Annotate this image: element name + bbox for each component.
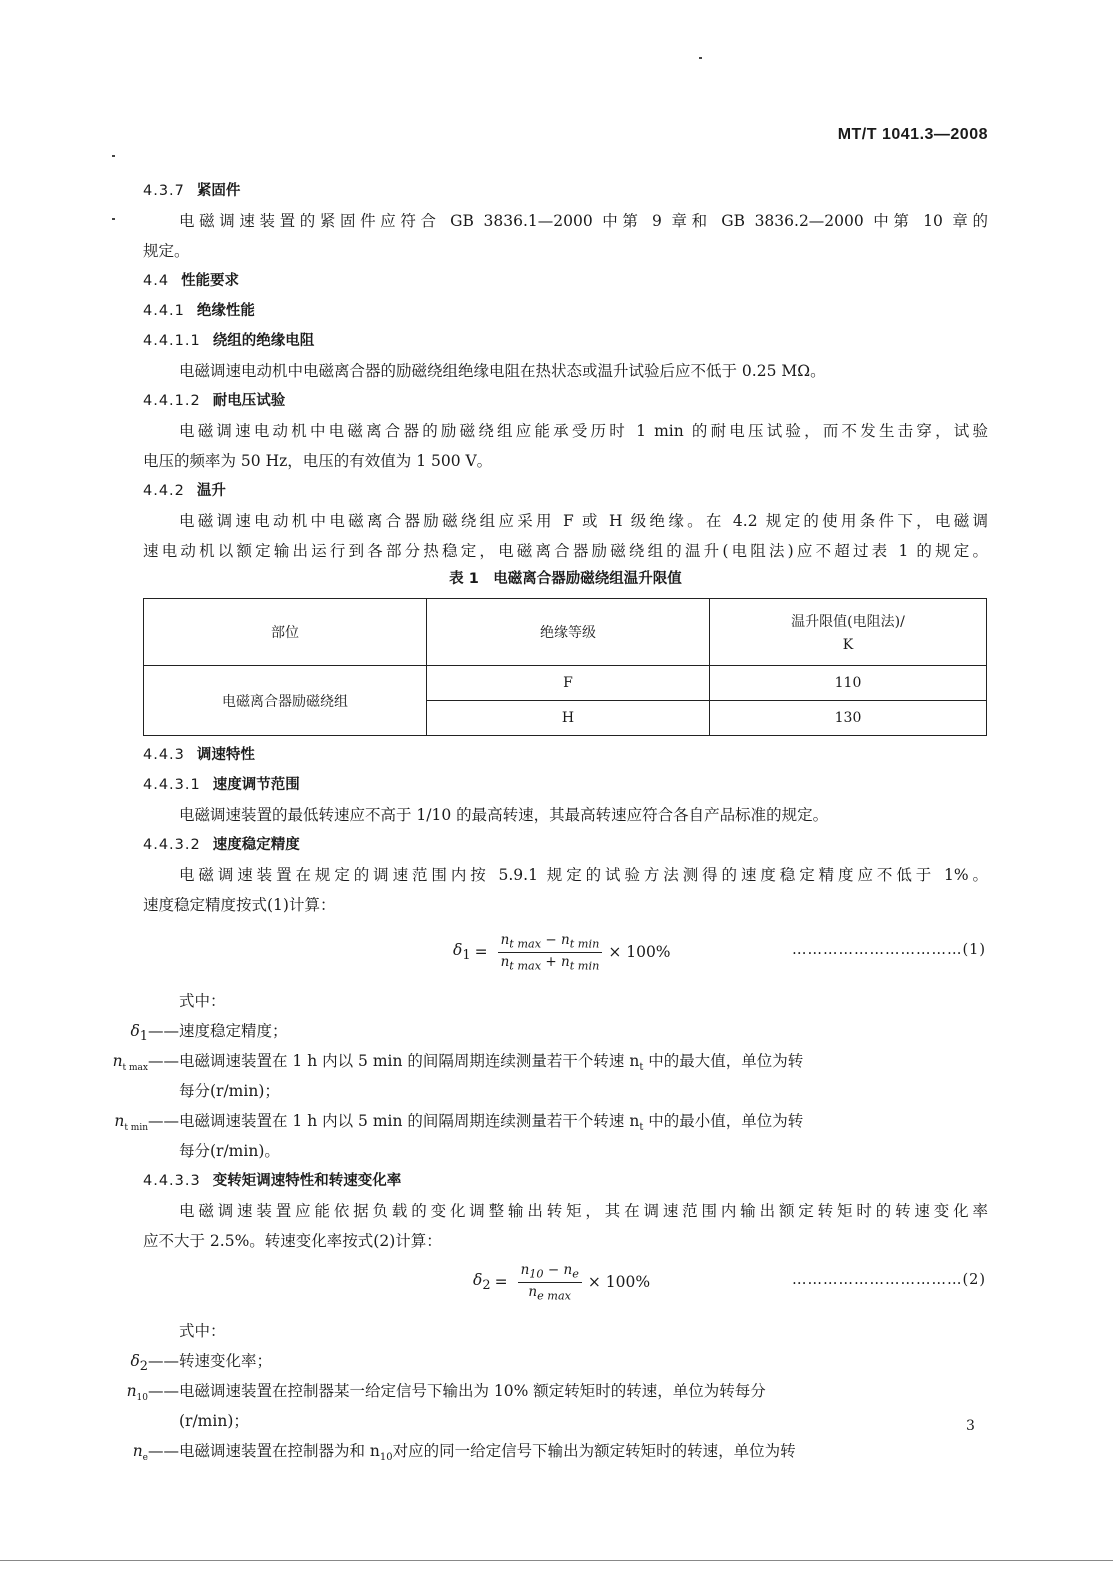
cell-limit: 110: [710, 666, 987, 701]
formula-lhs: $\delta_1$: [453, 941, 471, 964]
fraction-numerator: $n_{t max} - n_{t min}$: [498, 932, 603, 953]
section-number: 4.4.3.3: [143, 1173, 201, 1189]
symbol-description: 转速变化率；: [179, 1352, 273, 1370]
where-label: 式中：: [179, 992, 226, 1010]
section-heading-4-4-1: [143, 296, 988, 326]
header-cell-temp-rise: [710, 599, 987, 666]
page-content: [112, 176, 988, 1466]
paragraph-line: 电磁调速装置在规定的调速范围内按 5.9.1 规定的试验方法测得的速度稳定精度应不低于 1%。: [179, 866, 988, 884]
symbol-description-continued: 每分(r/min)。: [179, 1142, 280, 1160]
header-cell-insulation-class: 绝缘等级: [427, 599, 710, 666]
fraction: [518, 1262, 582, 1302]
symbol-description: 速度稳定精度；: [179, 1022, 288, 1040]
section-number: 4.4.3: [143, 747, 185, 763]
symbol-definition: [83, 1016, 988, 1046]
section-title: 紧固件: [196, 183, 241, 199]
table-caption: 表 1 电磁离合器励磁绕组温升限值: [449, 571, 682, 587]
where-label: 式中：: [179, 1322, 226, 1340]
cell-limit: 130: [710, 701, 987, 736]
section-heading-4-4-3-3: [143, 1166, 988, 1196]
section-title: 变转矩调速特性和转速变化率: [212, 1173, 402, 1189]
symbol-definition: [83, 1046, 988, 1076]
paragraph-line: 速电动机以额定输出运行到各部分热稳定，电磁离合器励磁绕组的温升(电阻法)应不超过表 1 的规定。: [143, 542, 988, 560]
formula-1-expression: [453, 932, 671, 972]
section-number: 4.4.3.1: [143, 777, 201, 793]
page-number: 3: [966, 1418, 975, 1434]
symbol-definition: [83, 1376, 988, 1406]
fraction-denominator: $n_{t max} + n_{t min}$: [500, 953, 600, 973]
formula-2: [143, 1258, 988, 1306]
section-number: 4.4.1.2: [143, 393, 201, 409]
symbol: $\delta_1——$: [130, 1022, 179, 1045]
symbol-definition: [83, 1106, 988, 1136]
section-heading-4-4: [143, 266, 988, 296]
paragraph-line: 电压的频率为 50 Hz，电压的有效值为 1 500 V。: [143, 452, 493, 470]
header-temp-rise-line2: K: [842, 637, 854, 653]
section-heading-4-4-3-2: [143, 830, 988, 860]
fraction-numerator: $n_{10} - n_e$: [518, 1262, 582, 1283]
paragraph-line: 电磁调速装置的最低转速应不高于 1/10 的最高转速，其最高转速应符合各自产品标准的规定。: [179, 806, 829, 824]
section-title: 性能要求: [181, 273, 240, 289]
section-heading-4-4-1-1: [143, 326, 988, 356]
symbol-description: 电磁调速装置在控制器为和 $n_{10}$对应的同一给定信号下输出为额定转矩时的转速，单位为转: [179, 1442, 796, 1464]
formula-1: [143, 928, 988, 976]
paragraph-line: 规定。: [143, 242, 190, 260]
scan-speck: [699, 57, 702, 59]
paragraph-line: 电磁调速电动机中电磁离合器的励磁绕组应能承受历时 1 min 的耐电压试验，而不发生击穿，试验: [179, 422, 988, 440]
section-heading-4-4-3-1: [143, 770, 988, 800]
standard-code: MT/T 1041.3—2008: [837, 126, 988, 143]
section-heading-4-4-1-2: [143, 386, 988, 416]
section-number: 4.4: [143, 273, 170, 289]
symbol-definition: [83, 1346, 988, 1376]
header-cell-part: 部位: [144, 599, 427, 666]
section-heading-4-3-7: [143, 176, 988, 206]
symbol: $\delta_2——$: [130, 1352, 179, 1375]
section-title: 耐电压试验: [212, 393, 286, 409]
paragraph-line: 速度稳定精度按式(1)计算：: [143, 896, 336, 914]
section-title: 调速特性: [196, 747, 255, 763]
section-number: 4.4.3.2: [143, 837, 201, 853]
symbol: $n_{t min}——$: [114, 1112, 179, 1134]
equation-number: ……………………………(2): [791, 1272, 986, 1288]
table-header-row: [144, 599, 987, 666]
section-title: 绕组的绝缘电阻: [212, 333, 315, 349]
section-number: 4.4.2: [143, 483, 185, 499]
formula-2-expression: [473, 1262, 650, 1302]
scan-speck: [112, 218, 115, 220]
scan-bottom-edge: [0, 1560, 1113, 1561]
symbol: $n_{10}——$: [126, 1382, 179, 1404]
cell-class: H: [427, 701, 710, 736]
paragraph-line: 电磁调速电动机中电磁离合器的励磁绕组绝缘电阻在热状态或温升试验后应不低于 0.25 MΩ。: [179, 362, 826, 380]
symbol-definition: [83, 1436, 988, 1466]
section-heading-4-4-3: [143, 740, 988, 770]
section-title: 速度调节范围: [212, 777, 300, 793]
section-heading-4-4-2: [143, 476, 988, 506]
symbol-description: 电磁调速装置在 1 h 内以 5 min 的间隔周期连续测量若干个转速 $n_t$ 中的最大值，单位为转: [179, 1052, 804, 1074]
section-title: 绝缘性能: [196, 303, 255, 319]
symbol: $n_e——$: [132, 1442, 179, 1464]
fraction-denominator: $n_{e max}$: [528, 1283, 572, 1303]
paragraph-line: 电磁调速装置的紧固件应符合 GB 3836.1—2000 中第 9 章和 GB 3836.2—2000 中第 10 章的: [179, 212, 988, 230]
header-temp-rise-line1: 温升限值(电阻法)/: [791, 614, 905, 630]
symbol-description-continued: (r/min)；: [179, 1412, 249, 1430]
symbol-description-continued: 每分(r/min)；: [179, 1082, 280, 1100]
symbol-description: 电磁调速装置在控制器某一给定信号下输出为 10% 额定转矩时的转速，单位为转每分: [179, 1382, 766, 1400]
paragraph-line: 电磁调速电动机中电磁离合器励磁绕组应采用 F 或 H 级绝缘。在 4.2 规定的使用条件下，电磁调: [179, 512, 988, 530]
formula-tail: × 100%: [608, 943, 671, 962]
section-number: 4.3.7: [143, 183, 185, 199]
cell-part-name: 电磁离合器励磁绕组: [144, 666, 427, 736]
scan-speck: [112, 155, 115, 157]
symbol-description: 电磁调速装置在 1 h 内以 5 min 的间隔周期连续测量若干个转速 $n_t$ 中的最小值，单位为转: [179, 1112, 804, 1134]
table-row: [144, 666, 987, 701]
symbol: $n_{t max}——$: [112, 1052, 179, 1074]
equals-sign: =: [474, 943, 488, 962]
equals-sign: =: [494, 1273, 508, 1292]
section-title: 温升: [196, 483, 226, 499]
section-title: 速度稳定精度: [212, 837, 300, 853]
section-number: 4.4.1.1: [143, 333, 201, 349]
paragraph-line: 电磁调速装置应能依据负载的变化调整输出转矩，其在调速范围内输出额定转矩时的转速变化率: [179, 1202, 988, 1220]
formula-lhs: $\delta_2$: [473, 1271, 491, 1294]
section-number: 4.4.1: [143, 303, 185, 319]
equation-number: ……………………………(1): [791, 942, 986, 958]
cell-class: F: [427, 666, 710, 701]
paragraph-line: 应不大于 2.5%。转速变化率按式(2)计算：: [143, 1232, 442, 1250]
formula-tail: × 100%: [587, 1273, 651, 1292]
temperature-rise-table: [143, 598, 987, 736]
fraction: [498, 932, 603, 972]
